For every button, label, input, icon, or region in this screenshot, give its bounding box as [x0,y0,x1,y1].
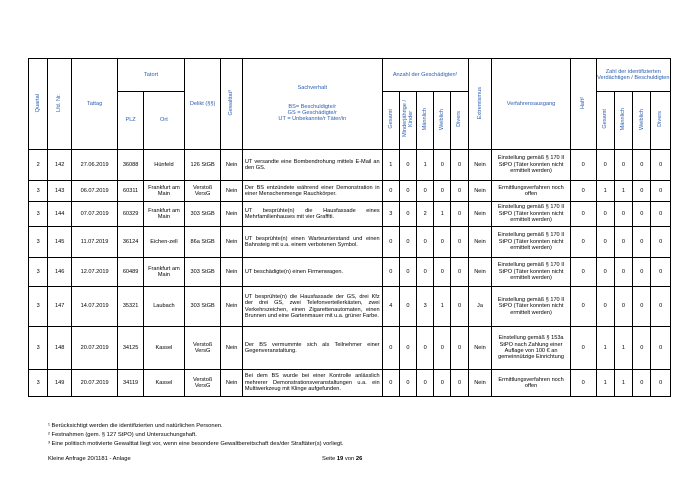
cell-g-divers: 0 [451,287,468,327]
cell-g-weiblich: 0 [434,327,451,370]
cell-g-weiblich: 0 [434,181,451,202]
cell-tattag: 27.06.2019 [71,150,117,181]
cell-sachverhalt: Der BS vermummte sich als Teilnehmer einer Gegenveranstaltung. [242,327,382,370]
cell-g-weiblich: 0 [434,227,451,258]
cell-g-divers: 0 [451,150,468,181]
cell-extremismus: Nein [468,227,492,258]
cell-g-maennlich: 0 [417,370,434,397]
cell-ort: Kassel [144,327,185,370]
cell-tattag: 11.07.2019 [71,227,117,258]
cell-tattag: 07.07.2019 [71,202,117,227]
cell-g-minderjaehrige: 0 [399,227,416,258]
cell-v-gesamt: 1 [596,370,614,397]
cell-verfahrensausgang: Einstellung gemäß § 153a StPO nach Zahlung einer Auflage von 100 € an gemeinnützige Einrichtung [492,327,570,370]
sachverhalt-legend-ut: UT = Unbekannte/r Täter/in [278,116,347,123]
cell-quartal: 3 [29,181,48,202]
cell-verfahrensausgang: Einstellung gemäß § 170 II StPO (Täter konnten nicht ermittelt werden) [492,227,570,258]
cell-ort: Frankfurt am Main [144,258,185,287]
cell-g-minderjaehrige: 0 [399,370,416,397]
page-number: Seite 19 von 26 [322,456,363,462]
cell-v-divers: 0 [651,150,671,181]
cell-delikt: Verstoß VersG [184,327,221,370]
sachverhalt-title: Sachverhalt [297,85,328,92]
cell-verfahrensausgang: Ermittlungsverfahren noch offen [492,181,570,202]
cell-lfd-nr: 142 [48,150,72,181]
cell-plz: 35321 [118,287,144,327]
cell-lfd-nr: 143 [48,181,72,202]
col-plz: PLZ [118,92,144,150]
table-row [29,258,671,287]
cell-tattag: 14.07.2019 [71,287,117,327]
cell-g-gesamt: 0 [382,181,399,202]
col-delikt: Delikt (§§) [184,59,221,150]
cell-verfahrensausgang: Einstellung gemäß § 170 II StPO (Täter konnten nicht ermittelt werden) [492,150,570,181]
cell-tattag: 20.07.2019 [71,327,117,370]
cell-gewalttat: Nein [221,258,243,287]
cell-lfd-nr: 147 [48,287,72,327]
cell-v-divers: 0 [651,327,671,370]
col-verfahrensausgang: Verfahrensausgang [492,59,570,150]
cell-sachverhalt: Bei dem BS wurde bei einer Kontrolle anlässlich mehrerer Demonstrationsveranstaltungen u.a. ein Multiwerkzeug mit Klinge aufgefunden. [242,370,382,397]
cell-v-weiblich: 0 [633,327,651,370]
cell-verfahrensausgang: Einstellung gemäß § 170 II StPO (Täter konnten nicht ermittelt werden) [492,202,570,227]
cell-ort: Hünfeld [144,150,185,181]
cell-g-minderjaehrige: 0 [399,150,416,181]
cell-gewalttat: Nein [221,370,243,397]
cell-quartal: 3 [29,327,48,370]
sachverhalt-legend-gs: GS = Geschädigte/r [287,110,337,116]
cell-gewalttat: Nein [221,227,243,258]
cell-plz: 60329 [118,202,144,227]
cell-g-gesamt: 0 [382,258,399,287]
cell-g-divers: 0 [451,181,468,202]
cell-v-gesamt: 0 [596,227,614,258]
col-tattag: Tattag [71,59,117,150]
cell-ort: Frankfurt am Main [144,181,185,202]
col-g-weiblich: Weiblich [434,92,451,150]
col-g-maennlich: Männlich [417,92,434,150]
cell-plz: 36124 [118,227,144,258]
cell-quartal: 3 [29,227,48,258]
cell-g-minderjaehrige: 0 [399,181,416,202]
cell-gewalttat: Nein [221,327,243,370]
table-row [29,202,671,227]
cell-g-weiblich: 0 [434,150,451,181]
cell-v-divers: 0 [651,202,671,227]
cell-lfd-nr: 149 [48,370,72,397]
cell-delikt: 126 StGB [184,150,221,181]
cell-g-weiblich: 1 [434,202,451,227]
cell-delikt: Verstoß VersG [184,181,221,202]
cell-haft: 0 [570,370,596,397]
cell-v-gesamt: 0 [596,287,614,327]
cell-v-weiblich: 0 [633,181,651,202]
footnote-1: ¹ Berücksichtigt werden die identifizierten und natürlichen Personen. [48,423,223,429]
cell-g-gesamt: 0 [382,327,399,370]
cell-sachverhalt: UT besprühte(n) einen Warteunterstand und einen Bahnsteig mit u.a. einem verbotenen Symbol. [242,227,382,258]
cell-lfd-nr: 148 [48,327,72,370]
col-quartal: Quartal [29,59,48,150]
cell-v-weiblich: 0 [633,202,651,227]
footer-left: Kleine Anfrage 20/1181 - Anlage [48,456,131,462]
cell-sachverhalt: UT besprühte(n) die Hausfassade der GS, drei Kfz der drei GS, zwei Telefonverteilerkästen, zwei Verkehrszeichen, einen Zigarettenautomaten, einen Brunnen und eine Gartenmauer mit u.a. grüner Farbe. [242,287,382,327]
col-anzahl-geschaedigte: Anzahl der Geschädigten¹ [382,59,468,92]
cell-g-maennlich: 0 [417,258,434,287]
col-g-divers: Divers [451,92,468,150]
cell-v-maennlich: 0 [614,287,632,327]
cell-haft: 0 [570,258,596,287]
cell-g-divers: 0 [451,370,468,397]
cell-g-gesamt: 1 [382,150,399,181]
cell-lfd-nr: 144 [48,202,72,227]
cell-g-weiblich: 1 [434,287,451,327]
cell-delikt: 303 StGB [184,258,221,287]
cell-v-divers: 0 [651,258,671,287]
col-tatort: Tatort [118,59,185,92]
cell-quartal: 3 [29,370,48,397]
cell-v-weiblich: 0 [633,150,651,181]
cell-ort: Kassel [144,370,185,397]
cell-g-weiblich: 0 [434,370,451,397]
cell-gewalttat: Nein [221,287,243,327]
cell-g-divers: 0 [451,327,468,370]
cell-haft: 0 [570,202,596,227]
cell-g-maennlich: 3 [417,287,434,327]
cell-sachverhalt: UT beschädigte(n) einen Firmenwagen. [242,258,382,287]
cell-haft: 0 [570,287,596,327]
cell-v-gesamt: 0 [596,202,614,227]
cell-haft: 0 [570,227,596,258]
cell-v-maennlich: 0 [614,150,632,181]
cell-delikt: Verstoß VersG [184,370,221,397]
cell-v-maennlich: 1 [614,370,632,397]
cell-tattag: 06.07.2019 [71,181,117,202]
cell-tattag: 20.07.2019 [71,370,117,397]
cell-haft: 0 [570,181,596,202]
cell-delikt: 303 StGB [184,202,221,227]
table-row [29,181,671,202]
cell-extremismus: Nein [468,202,492,227]
cell-lfd-nr: 146 [48,258,72,287]
cell-v-divers: 0 [651,181,671,202]
cell-quartal: 3 [29,287,48,327]
cell-v-gesamt: 0 [596,150,614,181]
cell-delikt: 86a StGB [184,227,221,258]
cell-v-gesamt: 1 [596,327,614,370]
footnote-3: ³ Eine politisch motivierte Gewalttat liegt vor, wenn eine besondere Gewaltbereitschaft des/der Straftäter(s) vorliegt. [48,441,344,447]
cell-g-maennlich: 0 [417,327,434,370]
col-g-minderjaehrige: Minderjährige / Kinder [399,92,416,150]
cell-v-weiblich: 0 [633,287,651,327]
cell-tattag: 12.07.2019 [71,258,117,287]
cell-ort: Laubach [144,287,185,327]
cell-extremismus: Nein [468,258,492,287]
cell-delikt: 303 StGB [184,287,221,327]
cell-g-minderjaehrige: 0 [399,287,416,327]
col-v-gesamt: Gesamt [596,92,614,150]
cell-quartal: 3 [29,202,48,227]
cell-g-gesamt: 4 [382,287,399,327]
cell-gewalttat: Nein [221,150,243,181]
cell-g-gesamt: 0 [382,370,399,397]
cell-plz: 60489 [118,258,144,287]
cell-g-minderjaehrige: 0 [399,258,416,287]
footnote-2: ² Festnahmen (gem. § 127 StPO) und Untersuchungshaft. [48,432,197,438]
cell-verfahrensausgang: Einstellung gemäß § 170 II StPO (Täter konnten nicht ermittelt werden) [492,287,570,327]
cell-sachverhalt: Der BS entzündete während einer Demonstration in einer Menschenmenge Rauchkörper. [242,181,382,202]
cell-v-gesamt: 0 [596,258,614,287]
cell-g-divers: 0 [451,202,468,227]
cell-g-gesamt: 0 [382,227,399,258]
cell-extremismus: Nein [468,370,492,397]
incident-table [28,58,671,397]
table-row [29,370,671,397]
cell-lfd-nr: 145 [48,227,72,258]
cell-v-divers: 0 [651,287,671,327]
cell-ort: Frankfurt am Main [144,202,185,227]
cell-v-maennlich: 0 [614,227,632,258]
cell-sachverhalt: UT versandte eine Bombendrohung mittels E-Mail an den GS. [242,150,382,181]
cell-g-minderjaehrige: 0 [399,202,416,227]
col-g-gesamt: Gesamt [382,92,399,150]
cell-verfahrensausgang: Ermittlungsverfahren noch offen [492,370,570,397]
cell-v-weiblich: 0 [633,370,651,397]
cell-quartal: 3 [29,258,48,287]
cell-plz: 60311 [118,181,144,202]
cell-extremismus: Ja [468,287,492,327]
cell-v-maennlich: 0 [614,258,632,287]
col-v-divers: Divers [651,92,671,150]
cell-g-weiblich: 0 [434,258,451,287]
col-haft: Haft² [570,59,596,150]
cell-verfahrensausgang: Einstellung gemäß § 170 II StPO (Täter konnten nicht ermittelt werden) [492,258,570,287]
col-sachverhalt [242,59,382,150]
cell-v-maennlich: 0 [614,202,632,227]
cell-g-divers: 0 [451,258,468,287]
cell-g-maennlich: 1 [417,150,434,181]
cell-g-maennlich: 2 [417,202,434,227]
cell-haft: 0 [570,150,596,181]
col-extremismus: Extremismus [468,59,492,150]
cell-extremismus: Nein [468,327,492,370]
cell-quartal: 2 [29,150,48,181]
col-anzahl-verdaechtige: Zahl der identifizierten Verdächtigen / Beschuldigten [596,59,670,92]
cell-g-divers: 0 [451,227,468,258]
col-ort: Ort [144,92,185,150]
cell-ort: Eichen-zell [144,227,185,258]
cell-v-weiblich: 0 [633,258,651,287]
cell-gewalttat: Nein [221,202,243,227]
cell-gewalttat: Nein [221,181,243,202]
cell-extremismus: Nein [468,150,492,181]
cell-v-gesamt: 1 [596,181,614,202]
cell-v-divers: 0 [651,227,671,258]
cell-v-maennlich: 1 [614,181,632,202]
cell-haft: 0 [570,327,596,370]
col-gewalttat: Gewalttat³ [221,59,243,150]
cell-plz: 34125 [118,327,144,370]
cell-plz: 36088 [118,150,144,181]
cell-v-weiblich: 0 [633,227,651,258]
cell-sachverhalt: UT besprühte(n) die Hausfassade eines Mehrfamilienhauses mit vier Graffiti. [242,202,382,227]
table-row [29,327,671,370]
col-lfd-nr: Lfd. Nr. [48,59,72,150]
cell-g-minderjaehrige: 0 [399,327,416,370]
table-row [29,227,671,258]
col-v-weiblich: Weiblich [633,92,651,150]
sachverhalt-legend-bs: BS= Beschuldigte/r [288,103,337,110]
cell-g-maennlich: 0 [417,181,434,202]
cell-plz: 34119 [118,370,144,397]
col-v-maennlich: Männlich [614,92,632,150]
cell-v-maennlich: 1 [614,327,632,370]
table-row [29,287,671,327]
cell-g-gesamt: 3 [382,202,399,227]
table-row [29,150,671,181]
cell-v-divers: 0 [651,370,671,397]
cell-extremismus: Nein [468,181,492,202]
cell-g-maennlich: 0 [417,227,434,258]
